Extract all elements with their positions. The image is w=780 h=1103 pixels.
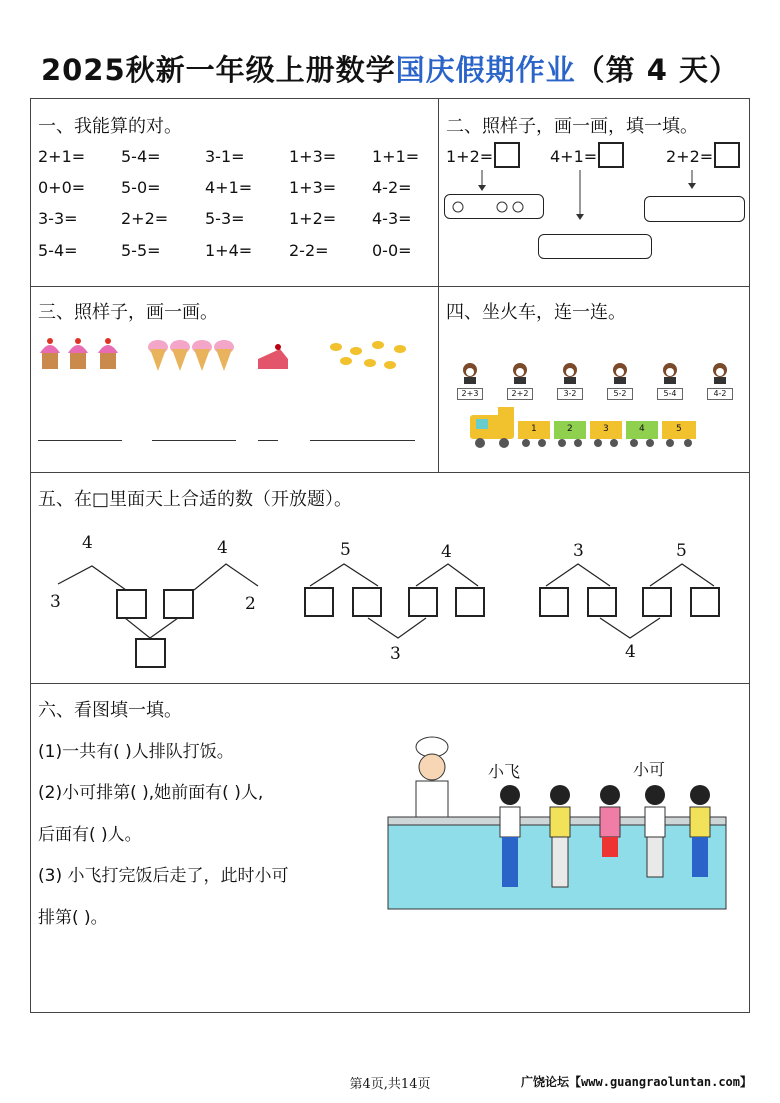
site-credit: 广饶论坛【www.guangraoluntan.com】	[521, 1075, 752, 1089]
divider-vertical	[438, 98, 439, 473]
puppy-icon	[607, 362, 633, 384]
equation: 4-3=	[372, 209, 412, 228]
divider-3	[30, 683, 750, 684]
example-drawing-box	[444, 194, 544, 219]
question-3: (3) 小飞打完饭后走了，此时小可	[38, 866, 289, 886]
question-3-cont: 排第( )。	[38, 908, 108, 928]
train-car-number: 5	[676, 424, 682, 434]
label-xiaofei: 小飞	[488, 762, 521, 781]
section-4-title: 四、坐火车，连一连。	[446, 302, 626, 323]
question-2-cont: 后面有( )人。	[38, 825, 142, 845]
equation: 1+1=	[372, 147, 420, 166]
rider-label: 5-2	[607, 388, 633, 400]
train-car-number: 4	[639, 424, 645, 434]
rider[interactable]	[707, 362, 733, 400]
answer-box[interactable]	[116, 589, 147, 619]
number-label: 4	[625, 642, 636, 662]
equation: 5-4=	[38, 241, 78, 260]
equation: 4-2=	[372, 178, 412, 197]
cupcake-icon	[40, 338, 60, 369]
cupcake-icon	[98, 338, 118, 369]
number-label: 5	[676, 541, 687, 561]
child-icon	[645, 785, 665, 877]
equation: 0+0=	[38, 178, 86, 197]
equation: 3-3=	[38, 209, 78, 228]
section-2-title: 二、照样子，画一画，填一填。	[446, 116, 698, 137]
answer-box[interactable]	[539, 587, 569, 617]
answer-box[interactable]	[455, 587, 485, 617]
section-1-title: 一、我能算的对。	[38, 116, 182, 137]
equation: 1+2=	[289, 209, 337, 228]
cupcake-icon	[68, 338, 88, 369]
answer-line[interactable]	[258, 440, 278, 441]
ice-cream-icon	[148, 340, 168, 371]
equation: 1+4=	[205, 241, 253, 260]
ice-cream-icon	[192, 340, 212, 371]
answer-box[interactable]	[135, 638, 166, 668]
number-label: 5	[340, 540, 351, 560]
rider[interactable]	[657, 362, 683, 400]
equation: 5-4=	[121, 147, 161, 166]
drawing-box[interactable]	[644, 196, 745, 222]
answer-box[interactable]	[352, 587, 382, 617]
equation: 2+2=	[121, 209, 169, 228]
train-car-number: 2	[567, 424, 573, 434]
puppy-icon	[507, 362, 533, 384]
page-number: 第4页,共14页	[349, 1077, 431, 1092]
puppy-icon	[657, 362, 683, 384]
equation: 1+2=	[446, 147, 494, 166]
rider-label: 4-2	[707, 388, 733, 400]
divider-2	[30, 472, 750, 473]
rider-label: 2+2	[507, 388, 533, 400]
child-icon	[600, 785, 620, 857]
food-pictures	[38, 335, 418, 380]
answer-line[interactable]	[310, 440, 415, 441]
equation: 2+2=	[666, 147, 714, 166]
rider[interactable]	[507, 362, 533, 400]
equation: 2-2=	[289, 241, 329, 260]
equation: 2+1=	[38, 147, 86, 166]
equation: 5-5=	[121, 241, 161, 260]
label-xiaoke: 小可	[633, 760, 666, 779]
drawing-box[interactable]	[538, 234, 652, 259]
child-icon	[690, 785, 710, 877]
rider[interactable]	[607, 362, 633, 400]
title-main: 2025秋新一年级上册数学	[40, 53, 396, 87]
candy-icon	[330, 341, 406, 369]
answer-box[interactable]	[304, 587, 334, 617]
equation: 4+1=	[205, 178, 253, 197]
child-icon	[550, 785, 570, 887]
train-car-number: 3	[603, 424, 609, 434]
number-label: 4	[217, 538, 228, 558]
section-5-title: 五、在□里面天上合适的数（开放题）。	[38, 489, 353, 510]
number-label: 3	[573, 541, 584, 561]
number-label: 4	[441, 542, 452, 562]
rider-label: 2+3	[457, 388, 483, 400]
train-icon	[468, 405, 708, 450]
queue-illustration	[388, 735, 728, 910]
section-3-title: 三、照样子，画一画。	[38, 302, 218, 323]
title-day: （第 4 天）	[575, 53, 740, 87]
puppy-icon	[707, 362, 733, 384]
answer-box[interactable]	[690, 587, 720, 617]
rider[interactable]	[457, 362, 483, 400]
puppy-icon	[557, 362, 583, 384]
puppy-icon	[457, 362, 483, 384]
answer-box[interactable]	[587, 587, 617, 617]
number-label: 3	[390, 644, 401, 664]
divider-1	[30, 286, 750, 287]
rider-label: 3-2	[557, 388, 583, 400]
section-6-title: 六、看图填一填。	[38, 700, 182, 721]
equation: 1+3=	[289, 147, 337, 166]
answer-line[interactable]	[152, 440, 236, 441]
question-1: (1)一共有( )人排队打饭。	[38, 742, 234, 762]
answer-box[interactable]	[642, 587, 672, 617]
equation: 0-0=	[372, 241, 412, 260]
question-2: (2)小可排第( ),她前面有( )人,	[38, 783, 264, 803]
cake-icon	[258, 344, 288, 369]
page-title	[0, 48, 780, 89]
answer-line[interactable]	[38, 440, 122, 441]
train-car-number: 1	[531, 424, 537, 434]
equation: 3-1=	[205, 147, 245, 166]
equation: 1+3=	[289, 178, 337, 197]
number-label: 4	[82, 533, 93, 553]
equation: 4+1=	[550, 147, 598, 166]
title-highlight: 国庆假期作业	[395, 53, 576, 87]
rider-label: 5-4	[657, 388, 683, 400]
number-label: 3	[50, 592, 61, 612]
ice-cream-icon	[214, 340, 234, 371]
answer-box[interactable]	[163, 589, 194, 619]
answer-box[interactable]	[408, 587, 438, 617]
equation: 5-3=	[205, 209, 245, 228]
equation: 5-0=	[121, 178, 161, 197]
ice-cream-icon	[170, 340, 190, 371]
rider[interactable]	[557, 362, 583, 400]
child-icon	[500, 785, 520, 887]
number-label: 2	[245, 594, 256, 614]
